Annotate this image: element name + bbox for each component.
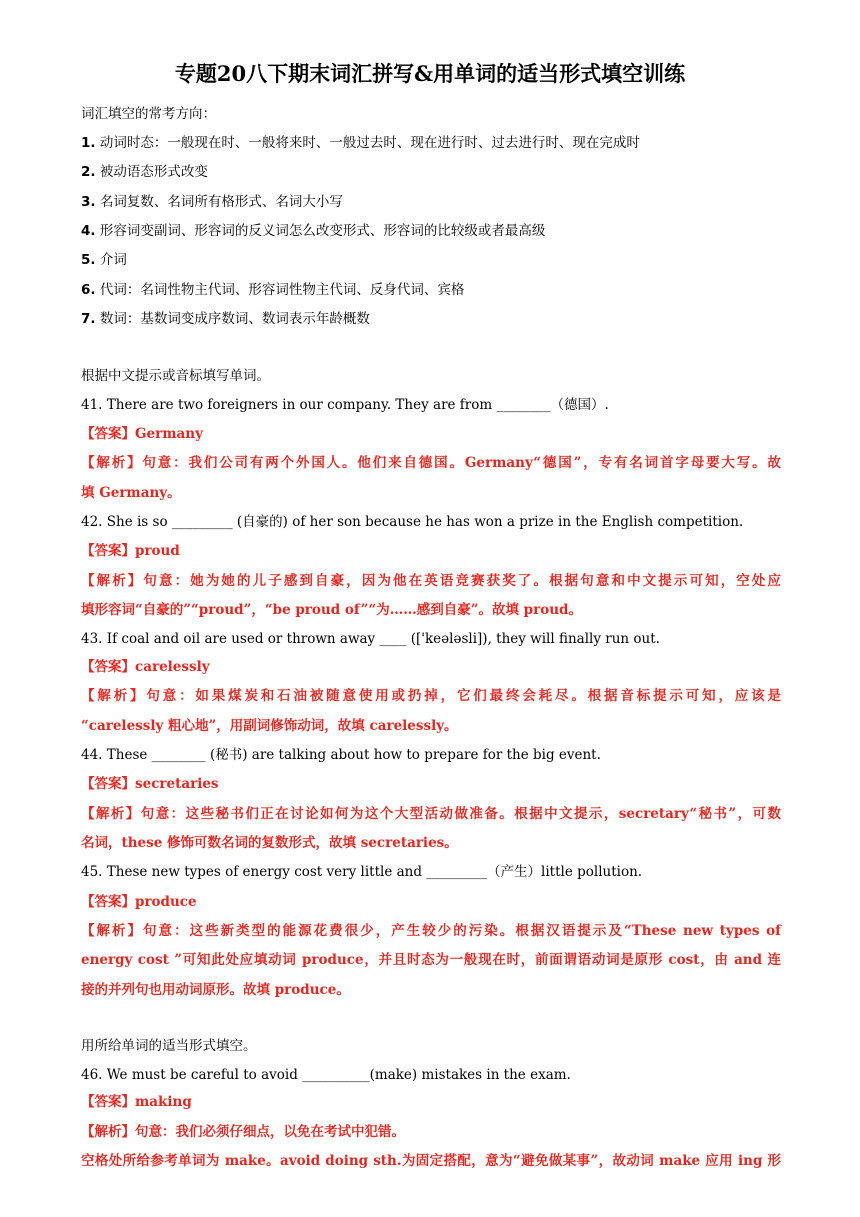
analysis-45-line-2: energy cost ”可知此处应填动词 produce，并且时态为一般现在时，前面谓语动词是原形 cost，由 and 连: [81, 952, 781, 968]
answer-42: 【答案】proud: [81, 543, 180, 559]
intro-item-number: 2.: [81, 164, 96, 180]
intro-item-text: 介词: [99, 252, 127, 268]
intro-item-6: [81, 280, 781, 300]
answer-43: 【答案】carelessly: [81, 659, 210, 675]
intro-heading: 词汇填空的常考方向：: [81, 106, 216, 122]
analysis-44-line-2: 名词，these 修饰可数名词的复数形式，故填 secretaries。: [81, 835, 458, 851]
intro-item-text: 动词时态：一般现在时、一般将来时、一般过去时、现在进行时、过去进行时、现在完成时: [99, 135, 640, 151]
intro-item-text: 代词：名词性物主代词、形容词性物主代词、反身代词、宾格: [99, 282, 465, 298]
intro-item-3: [81, 192, 781, 212]
question-44: 44. These ________ (秘书) are talking about how to prepare for the big event.: [81, 747, 601, 763]
analysis-43-line-2: “carelessly 粗心地”，用副词修饰动词，故填 carelessly。: [81, 718, 458, 734]
intro-item-4: [81, 221, 781, 241]
analysis-44-line-1: 【解析】句意：这些秘书们正在讨论如何为这个大型活动做准备。根据中文提示，secretary“秘书”，可数: [81, 806, 781, 822]
intro-item-number: 1.: [81, 135, 96, 151]
question-45: 45. These new types of energy cost very little and _________（产生）little pollution.: [81, 864, 643, 880]
question-46: 46. We must be careful to avoid __________(make) mistakes in the exam.: [81, 1067, 571, 1083]
answer-45: 【答案】produce: [81, 894, 197, 910]
intro-item-1: [81, 133, 781, 153]
intro-item-number: 6.: [81, 282, 96, 298]
section-heading: 根据中文提示或音标填写单词。: [81, 368, 270, 384]
intro-item-text: 数词：基数词变成序数词、数词表示年龄概数: [99, 311, 370, 327]
intro-item-number: 5.: [81, 252, 96, 268]
analysis-43-line-1: 【解析】句意：如果煤炭和石油被随意使用或扔掉，它们最终会耗尽。根据音标提示可知，应该是: [81, 688, 781, 704]
answer-46: 【答案】making: [81, 1094, 192, 1110]
question-43: 43. If coal and oil are used or thrown away ____ (['keələsli]), they will finally run out.: [81, 631, 660, 647]
question-42: 42. She is so _________ (自豪的) of her son because he has won a prize in the English competition.: [81, 514, 744, 530]
answer-41: 【答案】Germany: [81, 426, 203, 442]
page-title: 专题20八下期末词汇拼写&用单词的适当形式填空训练: [174, 61, 686, 86]
intro-item-7: [81, 309, 781, 329]
intro-item-number: 4.: [81, 223, 96, 239]
section-heading: 用所给单词的适当形式填空。: [81, 1038, 257, 1054]
intro-item-number: 7.: [81, 311, 96, 327]
intro-item-text: 形容词变副词、形容词的反义词怎么改变形式、形容词的比较级或者最高级: [99, 223, 546, 239]
analysis-46-line-2: 空格处所给参考单词为 make。avoid doing sth.为固定搭配，意为“避免做某事”，故动词 make 应用 ing 形: [81, 1153, 781, 1169]
question-41: 41. There are two foreigners in our company. They are from ________（德国）.: [81, 397, 609, 413]
intro-item-text: 被动语态形式改变: [99, 164, 208, 180]
analysis-42-line-1: 【解析】句意：她为她的儿子感到自豪，因为他在英语竞赛获奖了。根据句意和中文提示可知，空处应: [81, 573, 781, 589]
intro-item-5: [81, 250, 781, 270]
analysis-42-line-2: 填形容词“自豪的”“proud”，“be proud of”“为……感到自豪”。故填 proud。: [81, 602, 582, 618]
analysis-45-line-1: 【解析】句意：这些新类型的能源花费很少，产生较少的污染。根据汉语提示及“These new types of: [81, 923, 781, 939]
analysis-46-line-1: 【解析】句意：我们必须仔细点，以免在考试中犯错。: [81, 1124, 405, 1140]
analysis-41-line-1: 【解析】句意：我们公司有两个外国人。他们来自德国。Germany“德国”，专有名词首字母要大写。故: [81, 455, 781, 471]
answer-44: 【答案】secretaries: [81, 776, 219, 792]
analysis-41-line-2: 填 Germany。: [81, 485, 181, 501]
analysis-45-line-3: 接的并列句也用动词原形。故填 produce。: [81, 982, 350, 998]
intro-item-2: [81, 162, 781, 182]
intro-item-text: 名词复数、名词所有格形式、名词大小写: [99, 194, 343, 210]
intro-item-number: 3.: [81, 194, 96, 210]
